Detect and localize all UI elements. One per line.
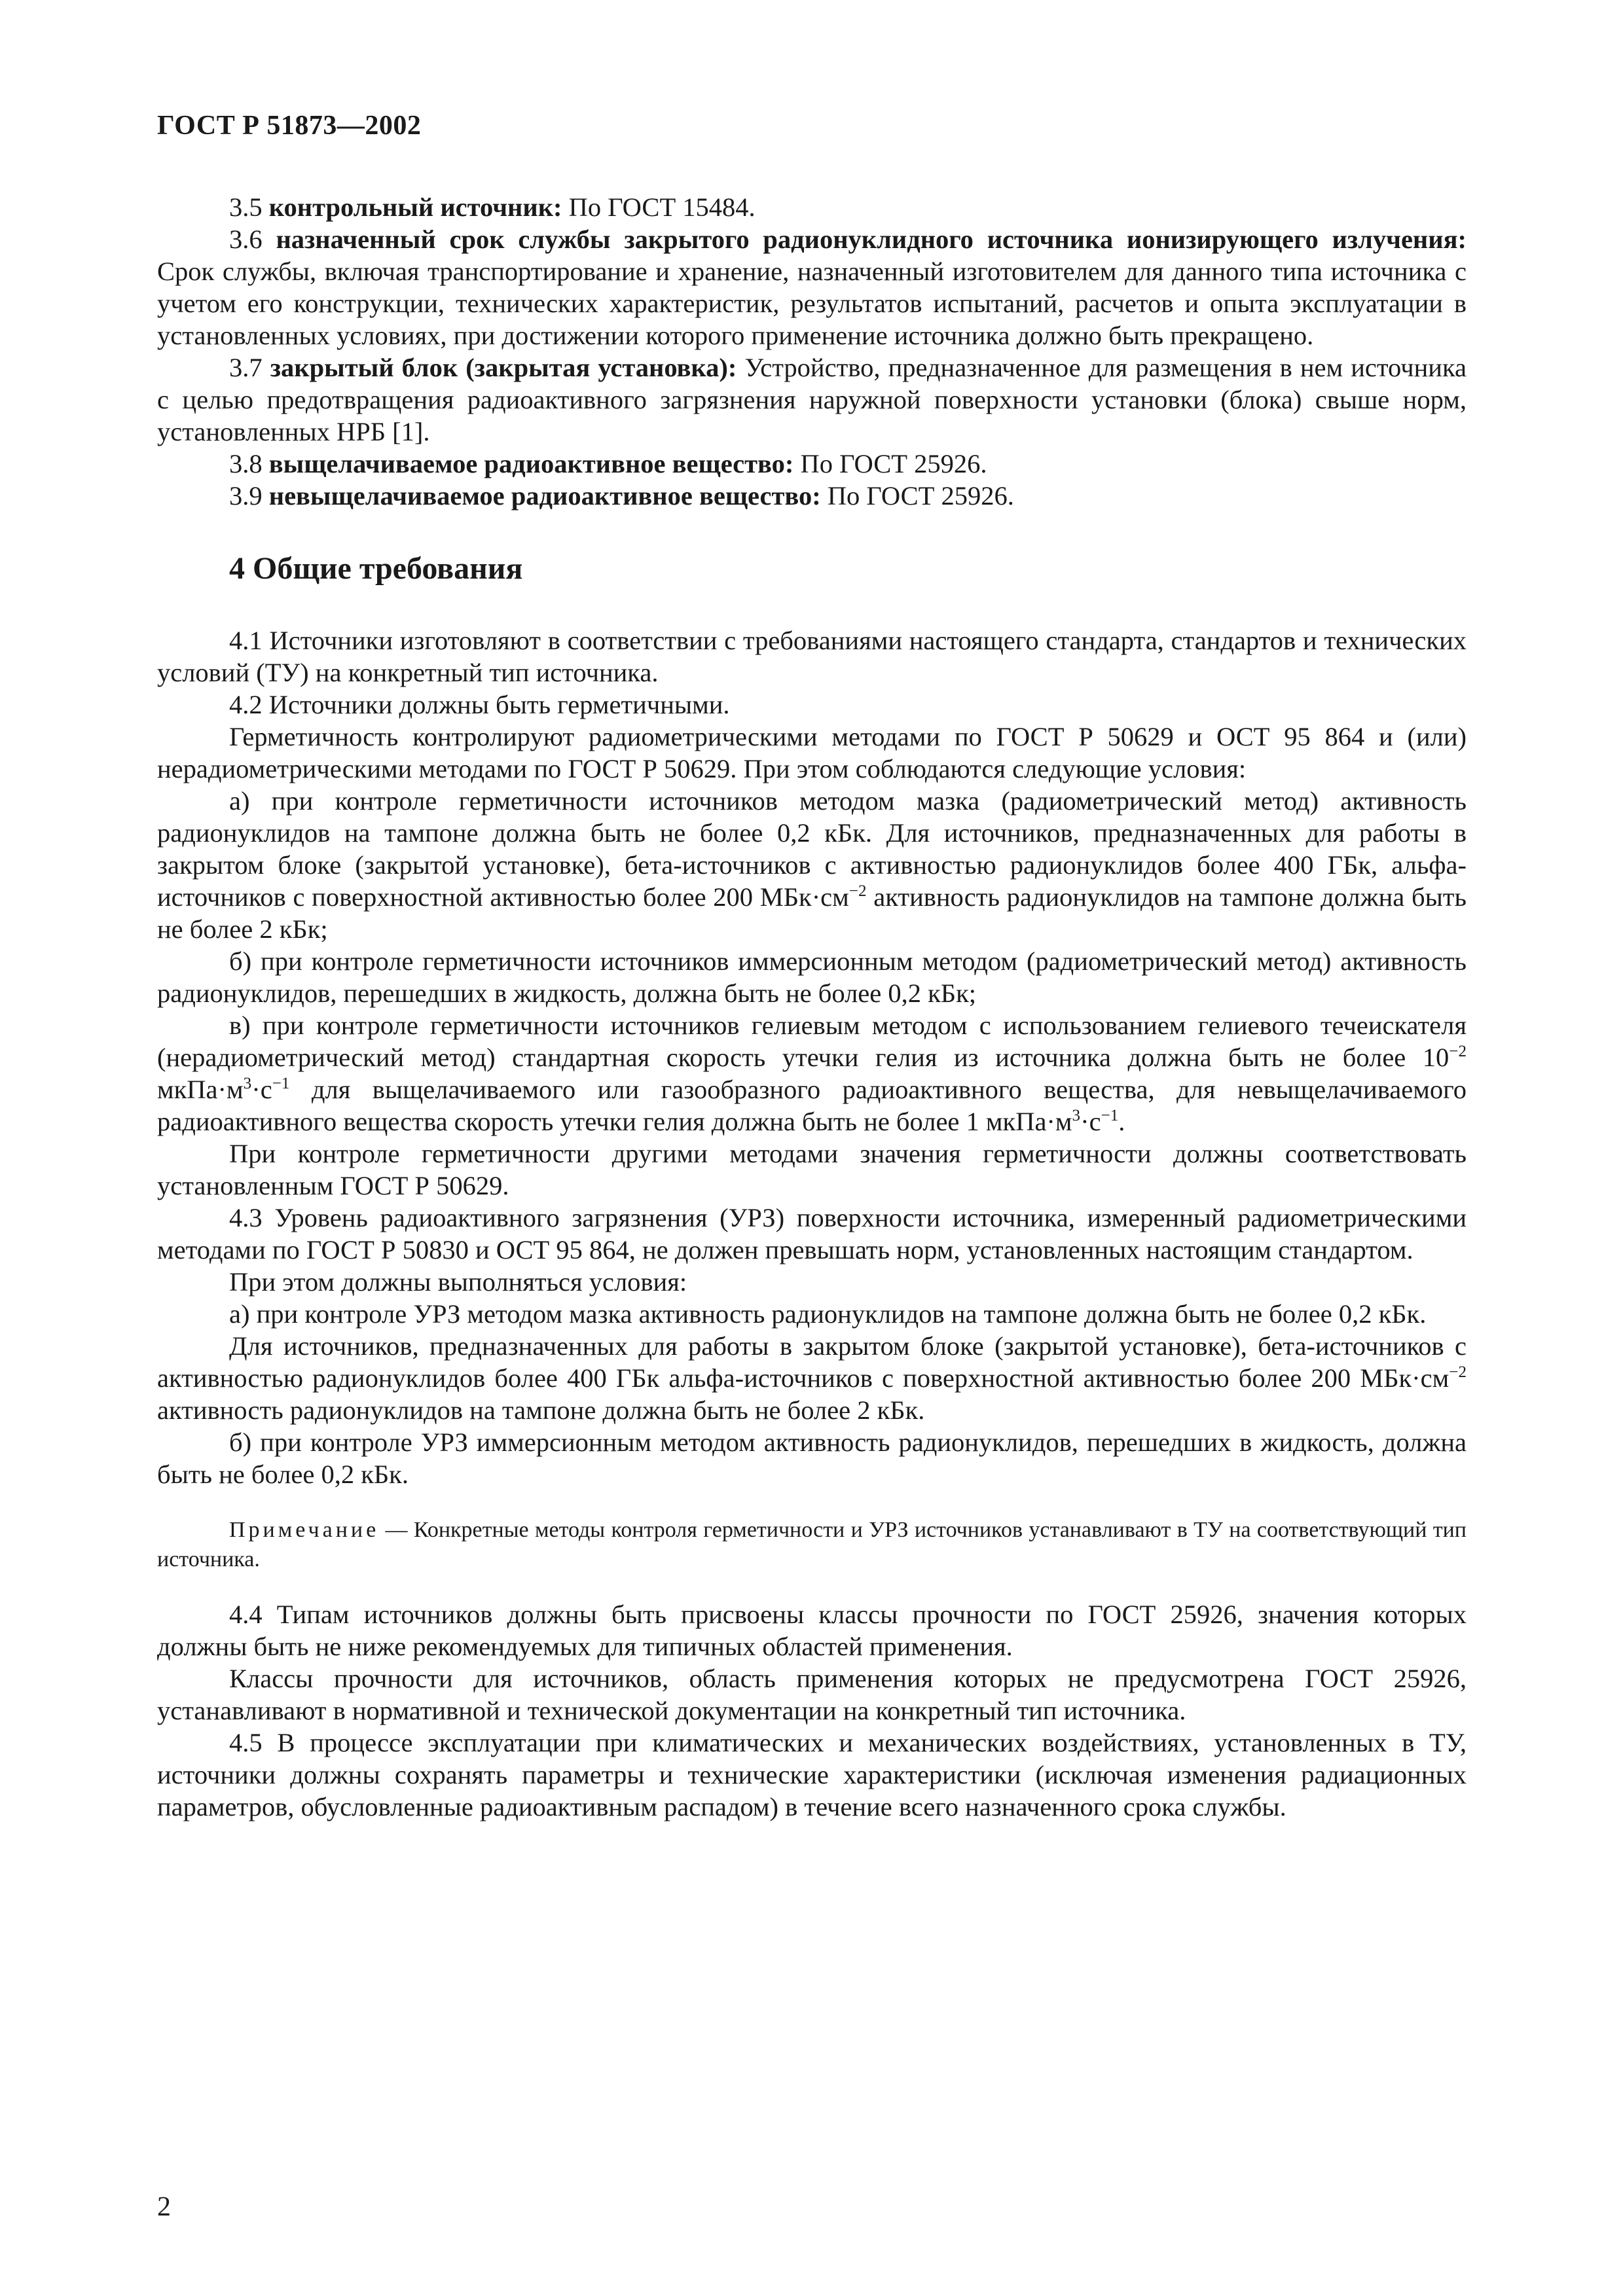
term-3-5 [157,191,1467,223]
paragraph-4-3-conditions: При этом должны выполняться условия: [229,1267,687,1297]
note-text: — Конкретные методы контроля герметичности и УРЗ источников устанавливают в ТУ на соответствующий тип источника. [157,1518,1467,1572]
paragraph-4-2: 4.2 Источники должны быть герметичными. [229,690,730,720]
superscript: −2 [1449,1363,1467,1382]
superscript: 3 [1072,1107,1081,1125]
paragraph-4-5: 4.5 В процессе эксплуатации при климатических и механических воздействиях, установленных в ТУ, источники должны сохранять параметры и технические характеристики (исключая изменения радиационных параметров, обусловленные радиоактивным распадом) в течение всего назначенного срока службы. [157,1727,1467,1821]
text-run: в) при контроле герметичности источников гелиевым методом с использованием гелиевого течеискателя (нерадиометрический метод) стандартная скорость утечки гелия из источника должна быть не более 10 [157,1011,1467,1073]
superscript: −2 [1449,1043,1467,1061]
text-run: активность радионуклидов на тампоне должна быть не более 2 кБк. [157,1395,925,1426]
paragraph-4-3: 4.3 Уровень радиоактивного загрязнения (УРЗ) поверхности источника, измеренный радиометрическими методами по ГОСТ Р 50830 и ОСТ 95 864, не должен превышать норм, установленных настоящим стандартом. [157,1203,1467,1265]
superscript: −2 [848,882,867,901]
paragraph-4-2-methods: Герметичность контролируют радиометрическими методами по ГОСТ Р 50629 и ОСТ 95 864 и (или) нерадиометрическими методами по ГОСТ Р 50629. При этом соблюдаются следующие условия: [157,722,1467,784]
clause-number: 3.9 [229,481,263,511]
clause-number: 3.6 [229,224,263,254]
section-4-title: 4 Общие требования [229,551,523,586]
text-run: активность радионуклидов на тампоне должна быть не более 2 кБк; [157,882,1467,944]
term-definition: По ГОСТ 15484. [562,192,756,222]
superscript: 3 [243,1075,252,1093]
superscript: −1 [1101,1107,1119,1125]
paragraph-4-4-classes: Классы прочности для источников, область применения которых не предусмотрена ГОСТ 25926, устанавливают в нормативной и технической документации на конкретный тип источника. [157,1663,1467,1725]
paragraph-4-3-closed-block [157,1330,1467,1426]
term-name: назначенный срок службы закрытого радионуклидного источника ионизирующего излучения: [276,224,1467,254]
term-3-6 [157,223,1467,351]
paragraph-4-2-other-methods: При контроле герметичности другими методами значения герметичности должны соответствовать установленным ГОСТ Р 50629. [157,1139,1467,1201]
term-definition: Устройство, предназначенное для размещения в нем источника с целью предотвращения радиоактивного загрязнения наружной поверхности установки (блока) свыше норм, установленных НРБ [1]. [157,353,1467,446]
list-item-4-3-a: а) при контроле УРЗ методом мазка активность радионуклидов на тампоне должна быть не более 0,2 кБк. [229,1299,1427,1329]
document-body [157,191,1467,1823]
text-run: для выщелачиваемого или газообразного радиоактивного вещества, для невыщелачиваемого радиоактивного вещества скорость утечки гелия должна быть не более 1 мкПа·м [157,1075,1467,1137]
list-item-4-2-v [157,1009,1467,1138]
superscript: −1 [272,1075,290,1093]
note-label: Примечание [229,1518,380,1543]
text-run: ·с [251,1075,272,1105]
list-item-4-2-b: б) при контроле герметичности источников иммерсионным методом (радиометрический метод) активность радионуклидов, перешедших в жидкость, должна быть не более 0,2 кБк; [157,946,1467,1009]
term-name: закрытый блок (закрытая установка): [270,353,737,382]
list-item-4-2-a [157,785,1467,945]
term-definition: Срок службы, включая транспортирование и хранение, назначенный изготовителем для данного типа источника с учетом его конструкции, технических характеристик, результатов испытаний, расчетов и опыта эксплуатации в установленных условиях, при достижении которого применение источника должно быть прекращено. [157,257,1467,350]
document-header: ГОСТ Р 51873—2002 [157,111,422,141]
term-definition: По ГОСТ 25926. [820,481,1014,511]
paragraph-4-1: 4.1 Источники изготовляют в соответствии с требованиями настоящего стандарта, стандартов и технических условий (ТУ) на конкретный тип источника. [157,626,1467,688]
text-run: ·с [1080,1107,1101,1137]
page-number: 2 [157,2192,171,2222]
text-run: . [1118,1107,1125,1137]
term-name: выщелачиваемое радиоактивное вещество: [268,449,794,478]
text-run: а) при контроле герметичности источников методом мазка (радиометрический метод) активность радионуклидов на тампоне должна быть не более 0,2 кБк. Для источников, предназначенных для работы в закрытом блоке (закрытой установке), бета-источников с активностью радионуклидов более 400 ГБк, альфа-источников с поверхностной активностью более 200 МБк·см [157,786,1467,912]
list-item-4-3-b: б) при контроле УРЗ иммерсионным методом активность радионуклидов, перешедших в жидкость, должна быть не более 0,2 кБк. [157,1427,1467,1490]
term-3-7 [157,351,1467,448]
clause-number: 3.7 [229,353,263,382]
clause-number: 3.5 [229,192,263,222]
term-name: контрольный источник: [268,192,562,222]
term-3-8 [157,448,1467,480]
term-3-9 [157,480,1467,512]
note [157,1515,1467,1574]
text-run: мкПа·м [157,1075,244,1105]
text-run: Для источников, предназначенных для работы в закрытом блоке (закрытой установке), бета-источников с активностью радионуклидов более 400 ГБк альфа-источников с поверхностной активностью более 200 МБк·см [157,1331,1467,1393]
clause-number: 3.8 [229,449,263,478]
paragraph-4-4: 4.4 Типам источников должны быть присвоены классы прочности по ГОСТ 25926, значения которых должны быть не ниже рекомендуемых для типичных областей применения. [157,1599,1467,1661]
term-definition: По ГОСТ 25926. [793,449,987,478]
term-name: невыщелачиваемое радиоактивное вещество: [268,481,821,511]
